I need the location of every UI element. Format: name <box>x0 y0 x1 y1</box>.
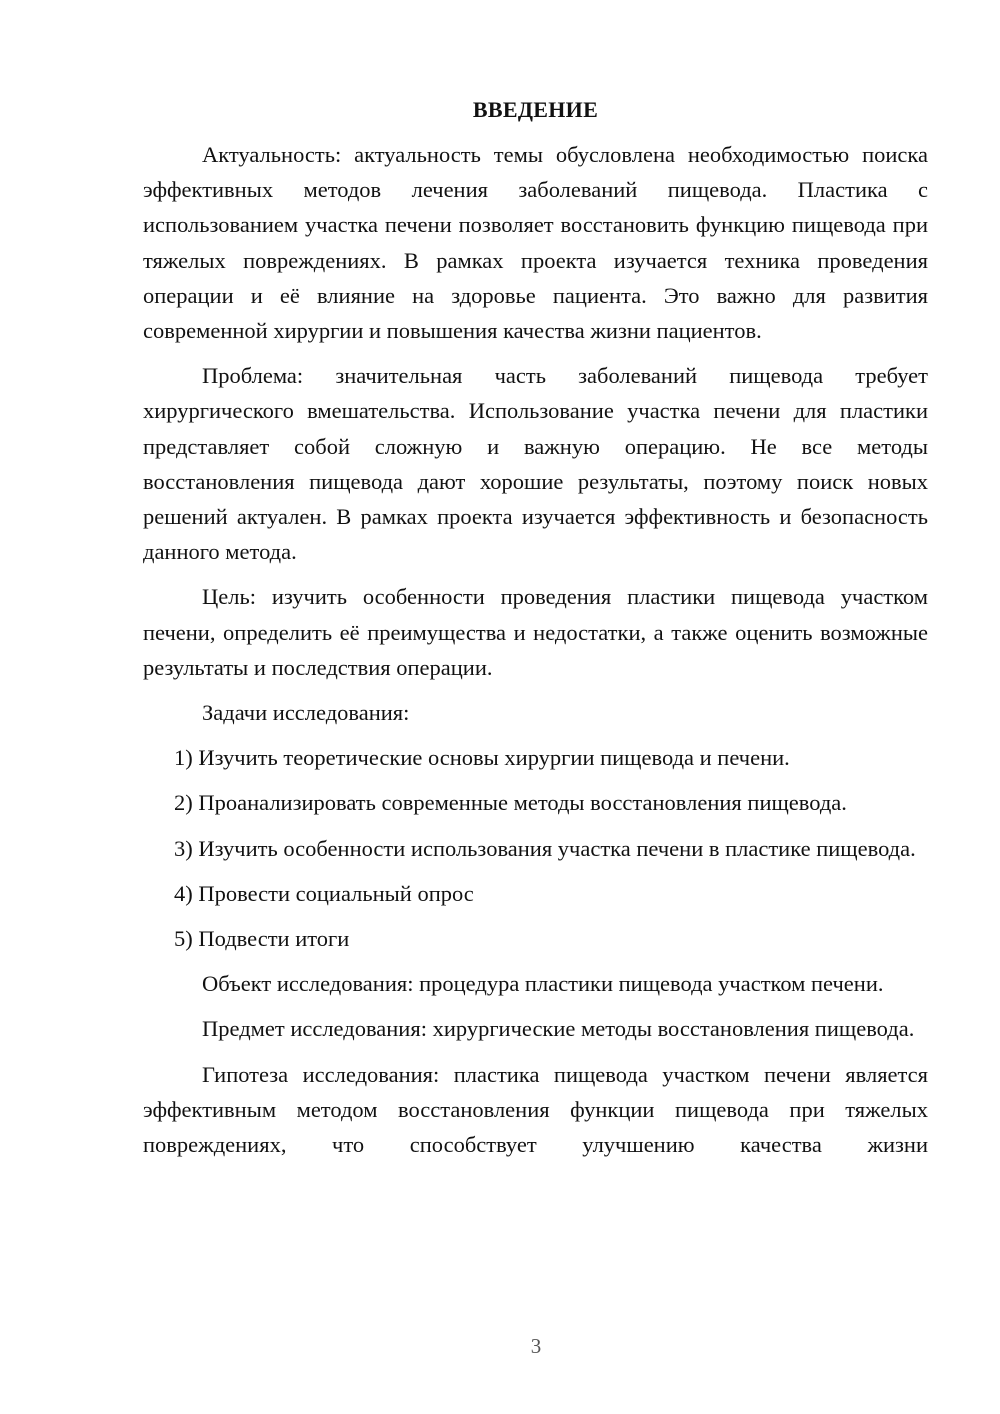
document-page <box>143 95 928 1172</box>
list-item: 3) Изучить особенности использования участка печени в пластике пищевода. <box>174 835 916 861</box>
paragraph-object: Объект исследования: процедура пластики пищевода участком печени. <box>202 971 884 997</box>
list-item: 1) Изучить теоретические основы хирургии пищевода и печени. <box>174 745 790 771</box>
list-item: 2) Проанализировать современные методы восстановления пищевода. <box>174 790 847 816</box>
paragraph-goal: Цель: изучить особенности проведения пластики пищевода участком печени, определить её преимущества и недостатки, а также оценить возможные результаты и последствия операции. <box>143 584 928 680</box>
tasks-title: Задачи исследования: <box>202 700 410 726</box>
list-item: 4) Провести социальный опрос <box>174 880 474 906</box>
paragraph-hypothesis: Гипотеза исследования: пластика пищевода участком печени является эффективным методом восстановления функции пищевода при тяжелых повреждениях, что способствует улучшению качества жизни <box>143 1061 928 1158</box>
paragraph-problem: Проблема: значительная часть заболеваний пищевода требует хирургического вмешательства. Использование участка печени для пластики представляет собой сложную и важную операцию. Не все методы восстановления пищевода дают хорошие результаты, поэтому поиск новых решений актуален. В рамках проекта изучается эффективность и безопасность данного метода. <box>143 363 928 565</box>
paragraph-subject: Предмет исследования: хирургические методы восстановления пищевода. <box>202 1016 915 1042</box>
list-item: 5) Подвести итоги <box>174 926 350 952</box>
section-heading: ВВЕДЕНИЕ <box>472 97 599 122</box>
page-number: 3 <box>530 1334 542 1358</box>
paragraph-relevance: Актуальность: актуальность темы обусловлена необходимостью поиска эффективных методов лечения заболеваний пищевода. Пластика с использованием участка печени позволяет восстановить функцию пищевода при тяжелых повреждениях. В рамках проекта изучается техника проведения операции и её влияние на здоровье пациента. Это важно для развития современной хирургии и повышения качества жизни пациентов. <box>143 142 928 344</box>
tasks-list <box>143 740 928 956</box>
